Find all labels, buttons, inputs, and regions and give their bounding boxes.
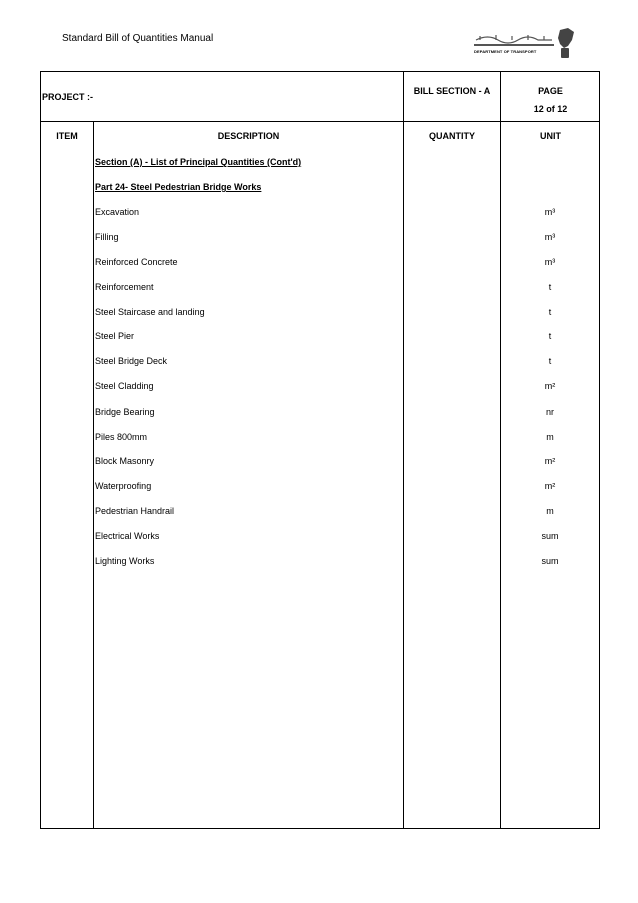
column-header-quantity: QUANTITY	[429, 131, 475, 141]
list-item-description: Steel Bridge Deck	[95, 356, 168, 366]
project-label: PROJECT :-	[42, 92, 94, 102]
list-item-unit: m²	[544, 481, 556, 491]
list-item-description: Bridge Bearing	[95, 407, 155, 417]
part-title: Part 24- Steel Pedestrian Bridge Works	[95, 182, 262, 192]
list-item-unit: m	[546, 432, 554, 442]
list-item-description: Block Masonry	[95, 456, 155, 466]
list-item-unit: m²	[544, 381, 556, 391]
list-item-unit: sum	[541, 556, 559, 566]
divider-qty-unit	[500, 71, 501, 829]
list-item-description: Steel Cladding	[95, 381, 154, 391]
list-item-unit: m²	[544, 456, 556, 466]
list-item-unit: m	[546, 506, 554, 516]
header-divider	[40, 121, 600, 122]
list-item-unit: m³	[544, 257, 556, 267]
column-header-item: ITEM	[56, 131, 78, 141]
list-item-description: Waterproofing	[95, 481, 152, 491]
list-item-unit: m³	[544, 207, 556, 217]
list-item-description: Reinforcement	[95, 282, 154, 292]
document-title: Standard Bill of Quantities Manual	[62, 33, 214, 44]
divider-item-desc	[93, 121, 94, 829]
list-item-unit: nr	[545, 407, 554, 417]
column-header-description: DESCRIPTION	[217, 131, 280, 141]
list-item-unit: t	[548, 331, 552, 341]
list-item-description: Steel Pier	[95, 331, 135, 341]
falcon-emblem-icon	[468, 26, 578, 64]
list-item-description: Electrical Works	[95, 531, 160, 541]
list-item-description: Steel Staircase and landing	[95, 307, 205, 317]
section-title: Section (A) - List of Principal Quantities (Cont'd)	[95, 157, 302, 167]
column-header-unit: UNIT	[540, 131, 561, 141]
list-item-unit: t	[548, 307, 552, 317]
list-item-unit: m³	[544, 232, 556, 242]
page-label: PAGE	[538, 86, 563, 96]
list-item-unit: sum	[541, 531, 559, 541]
list-item-unit: t	[548, 356, 552, 366]
list-item-description: Filling	[95, 232, 119, 242]
list-item-unit: t	[548, 282, 552, 292]
list-item-description: Lighting Works	[95, 556, 155, 566]
bill-section: BILL SECTION - A	[413, 86, 491, 96]
list-item-description: Reinforced Concrete	[95, 257, 178, 267]
list-item-description: Pedestrian Handrail	[95, 506, 175, 516]
divider-desc-qty	[403, 71, 404, 829]
logo-caption: DEPARTMENT OF TRANSPORT	[474, 49, 537, 54]
page-number: 12 of 12	[533, 104, 568, 114]
list-item-description: Excavation	[95, 207, 140, 217]
list-item-description: Piles 800mm	[95, 432, 148, 442]
department-logo	[468, 26, 578, 64]
